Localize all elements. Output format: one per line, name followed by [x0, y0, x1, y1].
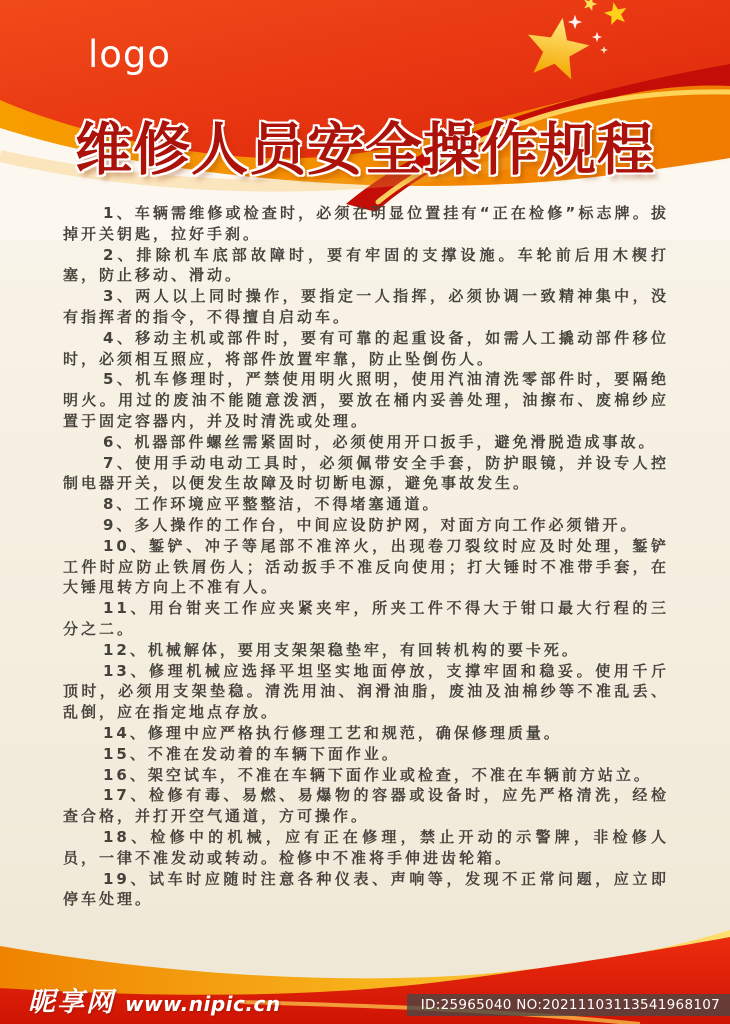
rule-item: 2、排除机车底部故障时，要有牢固的支撑设施。车轮前后用木楔打塞，防止移动、滑动。 — [63, 245, 669, 285]
poster-title: 维修人员安全操作规程 — [75, 117, 655, 183]
site-name: 昵享网 — [28, 987, 115, 1018]
site-url: www.nipic.cn — [125, 992, 281, 1016]
rule-item: 18、检修中的机械，应有正在修理，禁止开动的示警牌，非检修人员，一律不准发动或转动。检修中不准将手伸进齿轮箱。 — [63, 827, 669, 867]
rule-item: 4、移动主机或部件时，要有可靠的起重设备，如需人工撬动部件移位时，必须相互照应，将部件放置牢靠，防止坠倒伤人。 — [63, 328, 669, 368]
rules-list — [63, 203, 669, 910]
rule-item: 13、修理机械应选择平坦坚实地面停放，支撑牢固和稳妥。使用千斤顶时，必须用支架垫稳。清洗用油、润滑油脂，废油及油棉纱等不准乱丢、乱倒，应在指定地点存放。 — [63, 661, 669, 722]
rule-item: 10、錾铲、冲子等尾部不准淬火，出现卷刀裂纹时应及时处理，錾铲工件时应防止铁屑伤人；活动扳手不准反向使用；打大锤时不准带手套，在大锤甩转方向上不准有人。 — [63, 536, 669, 597]
rule-item: 12、机械解体，要用支架架稳垫牢，有回转机构的要卡死。 — [103, 640, 580, 659]
rule-item: 1、车辆需维修或检查时，必须在明显位置挂有“正在检修”标志牌。拔掉开关钥匙，拉好手刹。 — [63, 204, 669, 243]
rule-item: 19、试车时应随时注意各种仪表、声响等，发现不正常问题，应立即停车处理。 — [63, 869, 669, 909]
rule-item: 17、检修有毒、易燃、易爆物的容器或设备时，应先严格清洗，经检查合格，并打开空气通道，方可操作。 — [63, 786, 669, 826]
watermark — [28, 980, 281, 1019]
rule-item: 9、多人操作的工作台，中间应设防护网，对面方向工作必须错开。 — [103, 515, 639, 534]
rule-item: 7、使用手动电动工具时，必须佩带安全手套，防护眼镜，并设专人控制电器开关，以便发生故障及时切断电源，避免事故发生。 — [63, 453, 669, 493]
rule-item: 16、架空试车，不准在车辆下面作业或检查，不准在车辆前方站立。 — [103, 765, 652, 784]
rule-item: 8、工作环境应平整整洁，不得堵塞通道。 — [103, 495, 441, 514]
rule-item: 3、两人以上同时操作，要指定一人指挥，必须协调一致精神集中，没有指挥者的指令，不得擅自启动车。 — [63, 287, 669, 326]
rule-item: 11、用台钳夹工作应夹紧夹牢，所夹工件不得大于钳口最大行程的三分之二。 — [63, 599, 669, 638]
image-id-badge: ID:25965040 NO:20211103113541968107 — [407, 994, 730, 1016]
rule-item: 15、不准在发动着的车辆下面作业。 — [103, 744, 400, 763]
rule-item: 6、机器部件螺丝需紧固时，必须使用开口扳手，避免滑脱造成事故。 — [103, 432, 657, 451]
rule-item: 14、修理中应严格执行修理工艺和规范，确保修理质量。 — [103, 723, 562, 742]
rule-item: 5、机车修理时，严禁使用明火照明，使用汽油清洗零部件时，要隔绝明火。用过的废油不能随意泼洒，要放在桶内妥善处理，油擦布、废棉纱应置于固定容器内，并及时清洗或处理。 — [63, 370, 669, 430]
logo-text: logo — [88, 33, 172, 76]
